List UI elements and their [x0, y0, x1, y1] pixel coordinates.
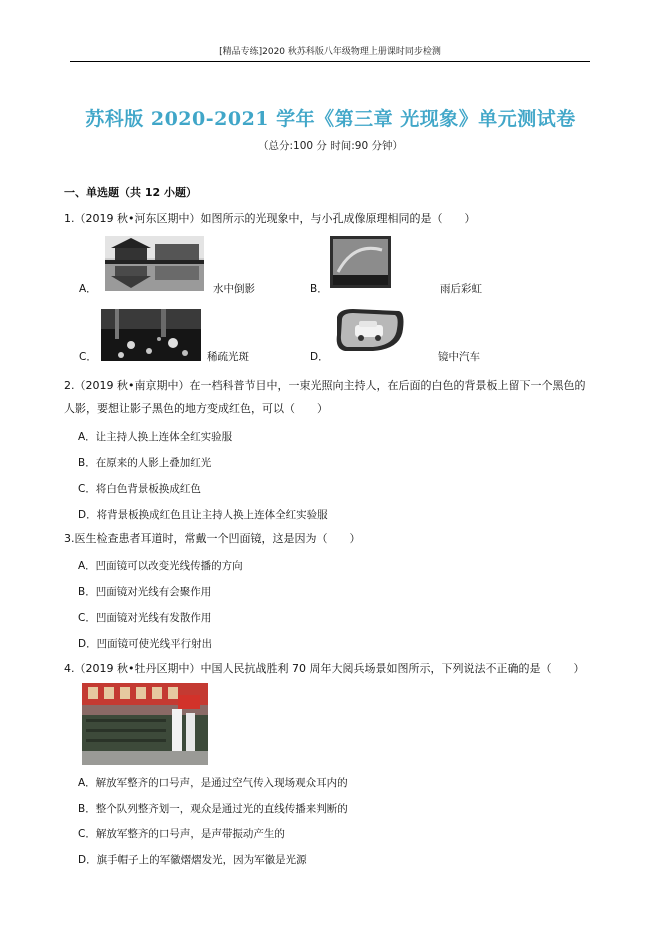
q2-option-d: D．将背景板换成红色且让主持人换上连体全红实验服 — [78, 509, 328, 521]
q1-option-a-caption: 水中倒影 — [213, 283, 255, 295]
q1-option-c-label: C． — [79, 351, 97, 363]
page-subtitle: （总分:100 分 时间:90 分钟） — [258, 140, 403, 152]
rainbow-photo — [330, 236, 391, 288]
q3-option-c: C．凹面镜对光线有发散作用 — [78, 612, 212, 624]
page-title: 苏科版 2020-2021 学年《第三章 光现象》单元测试卷 — [85, 108, 576, 130]
light-spots-photo — [101, 309, 201, 361]
q1-option-d-caption: 镜中汽车 — [438, 351, 480, 363]
q3-option-a: A．凹面镜可以改变光线传播的方向 — [78, 560, 243, 572]
q2-option-b: B．在原来的人影上叠加红光 — [78, 457, 212, 469]
military-parade-photo — [82, 683, 208, 765]
reflection-photo — [105, 236, 204, 291]
q1-option-d-label: D． — [310, 351, 329, 363]
running-header: [精品专练]2020 秋苏科版八年级物理上册课时同步检测 — [219, 47, 441, 57]
question-2-stem: 2.（2019 秋•南京期中）在一档科普节目中，一束光照向主持人，在后面的白色的背景板上留下一个黑色的人影，要想让影子黑色的地方变成红色，可以（ ） — [64, 379, 586, 415]
header-divider — [70, 61, 590, 62]
section-heading: 一、单选题（共 12 小题） — [64, 186, 197, 199]
q2-option-a: A．让主持人换上连体全红实验服 — [78, 431, 233, 443]
q1-option-c-caption: 稀疏光斑 — [207, 351, 249, 363]
question-1-stem: 1.（2019 秋•河东区期中）如图所示的光现象中，与小孔成像原理相同的是（ ） — [64, 212, 476, 225]
q1-option-b-label: B． — [310, 283, 328, 295]
car-mirror-photo — [333, 307, 406, 353]
q4-option-a: A．解放军整齐的口号声，是通过空气传入现场观众耳内的 — [78, 777, 348, 789]
q1-option-a-label: A． — [79, 283, 97, 295]
q2-option-c: C．将白色背景板换成红色 — [78, 483, 201, 495]
q4-option-b: B．整个队列整齐划一，观众是通过光的直线传播来判断的 — [78, 803, 348, 815]
q4-option-d: D．旗手帽子上的军徽熠熠发光，因为军徽是光源 — [78, 854, 307, 866]
q4-option-c: C．解放军整齐的口号声，是声带振动产生的 — [78, 828, 285, 840]
q3-option-b: B．凹面镜对光线有会聚作用 — [78, 586, 212, 598]
question-3-stem: 3.医生检查患者耳道时，常戴一个凹面镜，这是因为（ ） — [64, 532, 361, 545]
q1-option-b-caption: 雨后彩虹 — [440, 283, 482, 295]
question-4-stem: 4.（2019 秋•牡丹区期中）中国人民抗战胜利 70 周年大阅兵场景如图所示，下列说法不正确的是（ ） — [64, 662, 585, 675]
q3-option-d: D．凹面镜可使光线平行射出 — [78, 638, 213, 650]
